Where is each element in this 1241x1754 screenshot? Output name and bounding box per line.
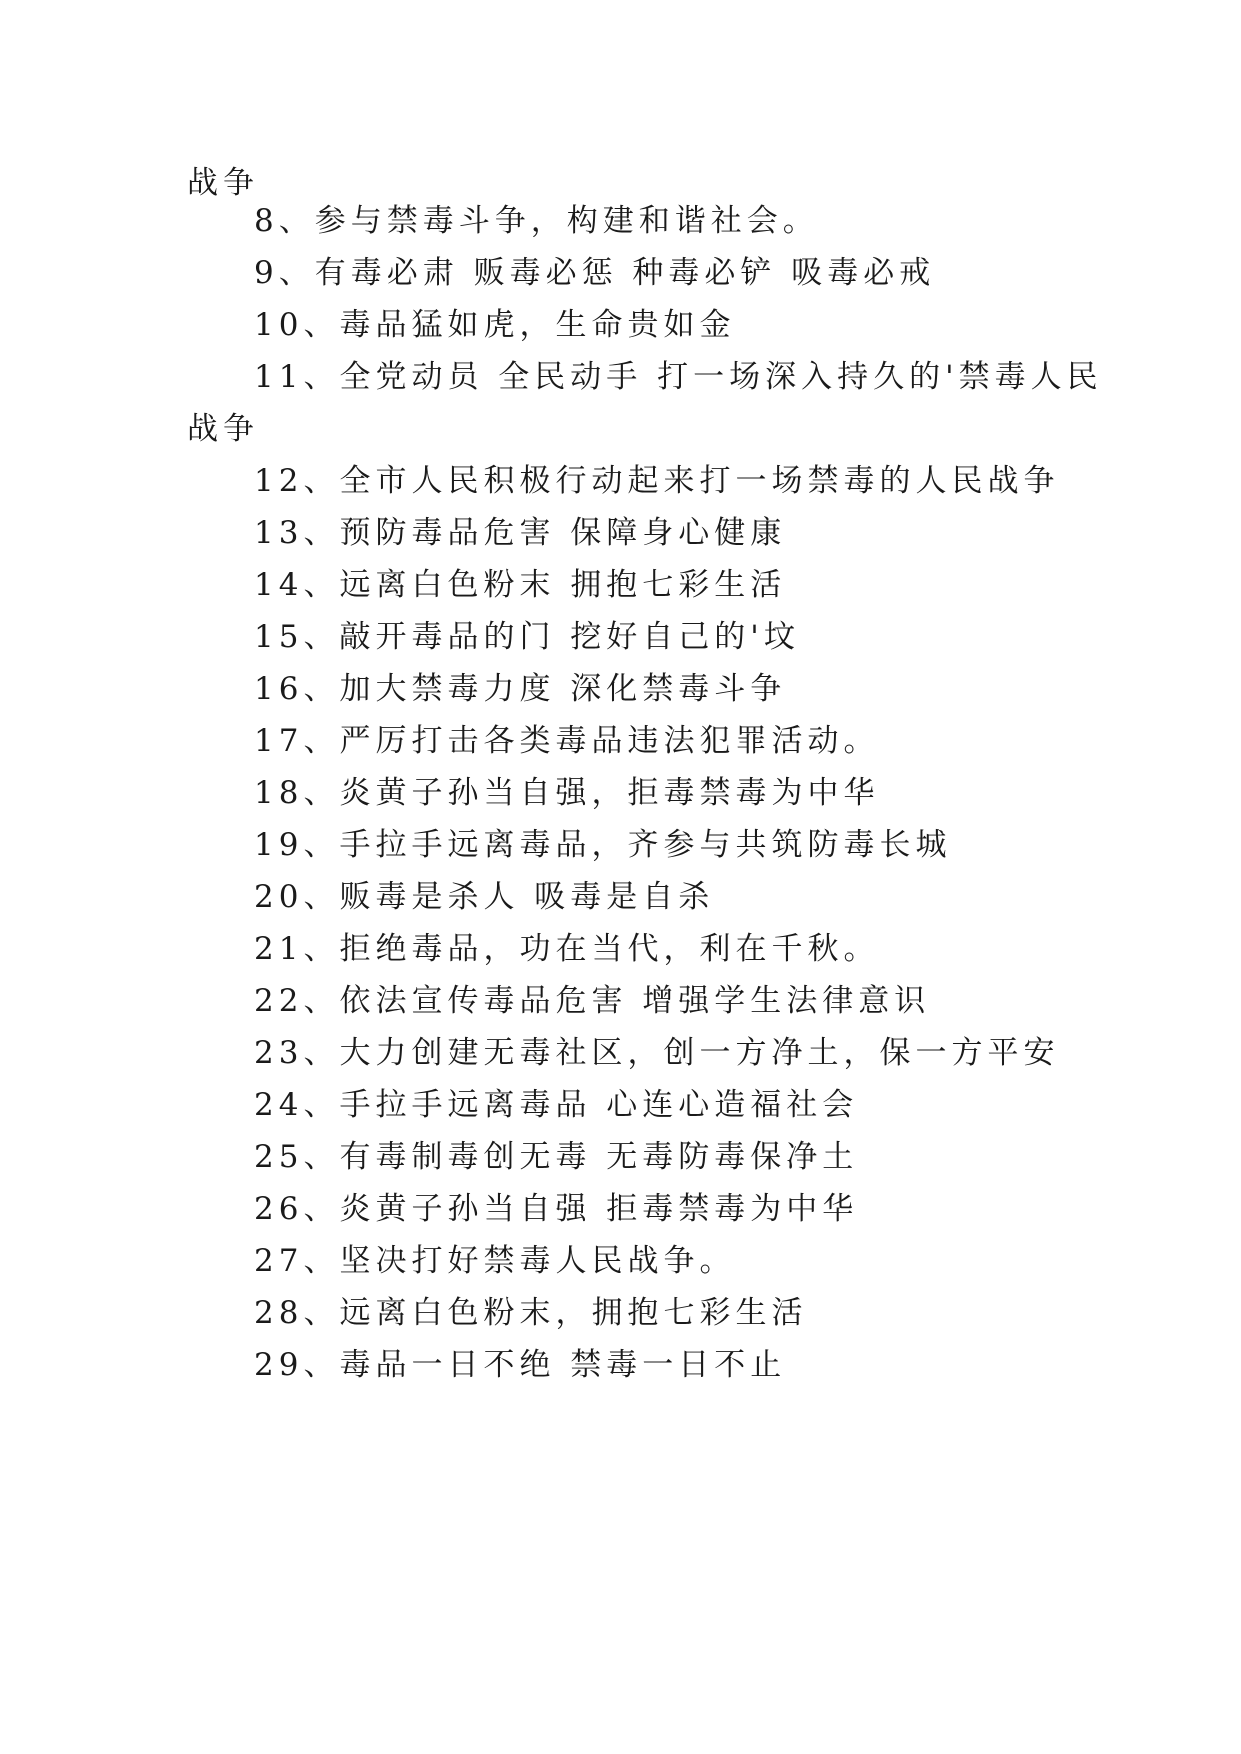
slogan-item-28: 28、远离白色粉末，拥抱七彩生活: [254, 1295, 808, 1331]
continuation-line: 战争: [187, 411, 259, 447]
slogan-item-9: 9、有毒必肃 贩毒必惩 种毒必铲 吸毒必戒: [254, 255, 936, 291]
slogan-item-13: 13、预防毒品危害 保障身心健康: [254, 515, 787, 551]
slogan-item-23: 23、大力创建无毒社区，创一方净土，保一方平安: [254, 1035, 1060, 1071]
slogan-item-12: 12、全市人民积极行动起来打一场禁毒的人民战争: [254, 463, 1060, 499]
slogan-item-22: 22、依法宣传毒品危害 增强学生法律意识: [254, 983, 931, 1019]
continuation-line: 战争: [187, 165, 259, 201]
slogan-item-21: 21、拒绝毒品，功在当代，利在千秋。: [254, 931, 880, 967]
slogan-item-26: 26、炎黄子孙当自强 拒毒禁毒为中华: [254, 1191, 859, 1227]
slogan-item-19: 19、手拉手远离毒品，齐参与共筑防毒长城: [254, 827, 952, 863]
slogan-item-29: 29、毒品一日不绝 禁毒一日不止: [254, 1347, 787, 1383]
slogan-item-10: 10、毒品猛如虎，生命贵如金: [254, 307, 736, 343]
slogan-item-15: 15、敲开毒品的门 挖好自己的'坟: [254, 619, 800, 655]
slogan-item-17: 17、严厉打击各类毒品违法犯罪活动。: [254, 723, 880, 759]
slogan-item-24: 24、手拉手远离毒品 心连心造福社会: [254, 1087, 859, 1123]
slogan-item-8: 8、参与禁毒斗争，构建和谐社会。: [254, 203, 819, 239]
slogan-item-14: 14、远离白色粉末 拥抱七彩生活: [254, 567, 787, 603]
slogan-item-11: 11、全党动员 全民动手 打一场深入持久的'禁毒人民: [254, 359, 1103, 395]
slogan-item-25: 25、有毒制毒创无毒 无毒防毒保净土: [254, 1139, 859, 1175]
slogan-item-16: 16、加大禁毒力度 深化禁毒斗争: [254, 671, 787, 707]
slogan-item-27: 27、坚决打好禁毒人民战争。: [254, 1243, 736, 1279]
slogan-item-20: 20、贩毒是杀人 吸毒是自杀: [254, 879, 715, 915]
slogan-item-18: 18、炎黄子孙当自强，拒毒禁毒为中华: [254, 775, 880, 811]
